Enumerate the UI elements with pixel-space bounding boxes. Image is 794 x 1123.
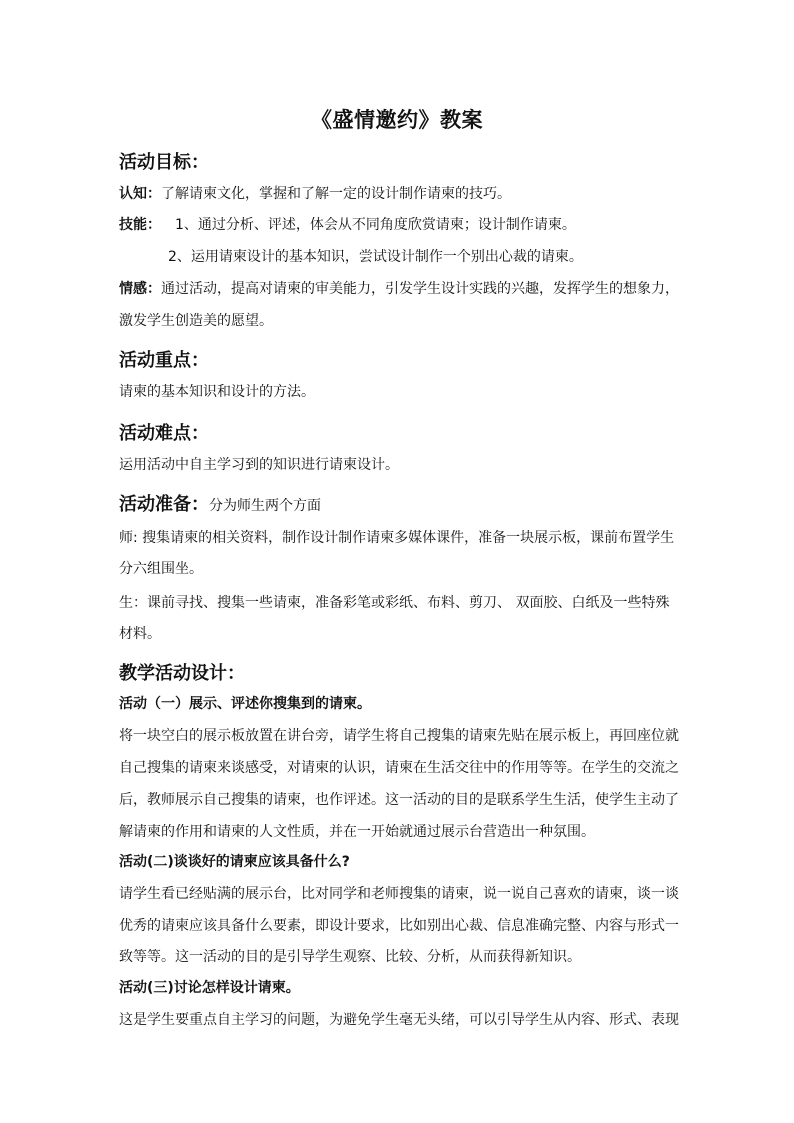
difficulties-heading: 活动难点：: [119, 423, 209, 444]
teacher-prep-line-2: 分六组围坐。: [119, 561, 203, 577]
skill-line-2: [168, 247, 728, 267]
skill-line-1: [119, 215, 679, 235]
skill-item-1: 1、通过分析、评述，体会从不同角度欣赏请柬；设计制作请柬。: [175, 217, 576, 233]
activity-2-line: 致等等。这一活动的目的是引导学生观察、比较、分析，从而获得新知识。: [119, 949, 581, 965]
activity-3-line: 这是学生要重点自主学习的问题，为避免学生毫无头绪，可以引导学生从内容、形式、表现: [119, 1012, 679, 1028]
skill-label: 技能：: [119, 217, 161, 233]
activity-1-title: 活动（一）展示、评述你搜集到的请柬。: [119, 696, 371, 712]
activity-2-line: 请学生看已经贴满的展示台，比对同学和老师搜集的请柬，说一说自己喜欢的请柬，谈一谈: [119, 886, 679, 902]
emotion-label: 情感：: [119, 281, 161, 297]
key-points-text: 请柬的基本知识和设计的方法。: [119, 384, 315, 400]
emotion-text-1: 通过活动，提高对请柬的审美能力，引发学生设计实践的兴趣，发挥学生的想象力，: [161, 281, 679, 297]
skill-item-2: 2、运用请柬设计的基本知识，尝试设计制作一个别出心裁的请柬。: [168, 249, 583, 265]
key-points-heading: 活动重点：: [119, 350, 209, 371]
cognition-text: 了解请柬文化，掌握和了解一定的设计制作请柬的技巧。: [161, 186, 511, 202]
cognition-line: [119, 184, 679, 204]
student-prep-line-2: 材料。: [119, 626, 161, 642]
emotion-line-2: 激发学生创造美的愿望。: [119, 313, 273, 329]
activity-3-title: 活动(三)讨论怎样设计请柬。: [119, 980, 300, 996]
preparation-heading-text: 活动准备：: [119, 494, 209, 515]
emotion-line-1: [119, 279, 679, 299]
activity-2-line: 优秀的请柬应该具备什么要素，即设计要求，比如别出心裁、信息准确完整、内容与形式一: [119, 918, 679, 934]
student-prep-line-1: 生：课前寻找、搜集一些请柬，准备彩笔或彩纸、布料、剪刀、 双面胶、白纸及一些特殊: [119, 595, 670, 611]
activity-1-line: 将一块空白的展示板放置在讲台旁，请学生将自己搜集的请柬先贴在展示板上，再回座位就: [119, 728, 679, 744]
preparation-heading: [119, 490, 321, 516]
activity-2-title: 活动(二)谈谈好的请柬应该具备什么?: [119, 854, 350, 870]
goals-heading: 活动目标：: [119, 152, 209, 173]
activity-1-line: 自己搜集的请柬来谈感受，对请柬的认识，请柬在生活交往中的作用等等。在学生的交流之: [119, 760, 679, 776]
design-heading: 教学活动设计：: [119, 663, 245, 684]
activity-1-line: 后，教师展示自己搜集的请柬，也作评述。这一活动的目的是联系学生生活，使学生主动了: [119, 792, 679, 808]
difficulties-text: 运用活动中自主学习到的知识进行请柬设计。: [119, 457, 399, 473]
teacher-prep-line-1: 师: 搜集请柬的相关资料，制作设计制作请柬多媒体课件，准备一块展示板，课前布置学生: [119, 530, 675, 546]
page-title: 《盛情邀约》教案: [311, 108, 483, 132]
cognition-label: 认知：: [119, 186, 161, 202]
preparation-note: 分为师生两个方面: [209, 498, 321, 514]
activity-1-line: 解请柬的作用和请柬的人文性质，并在一开始就通过展示台营造出一种氛围。: [119, 824, 595, 840]
